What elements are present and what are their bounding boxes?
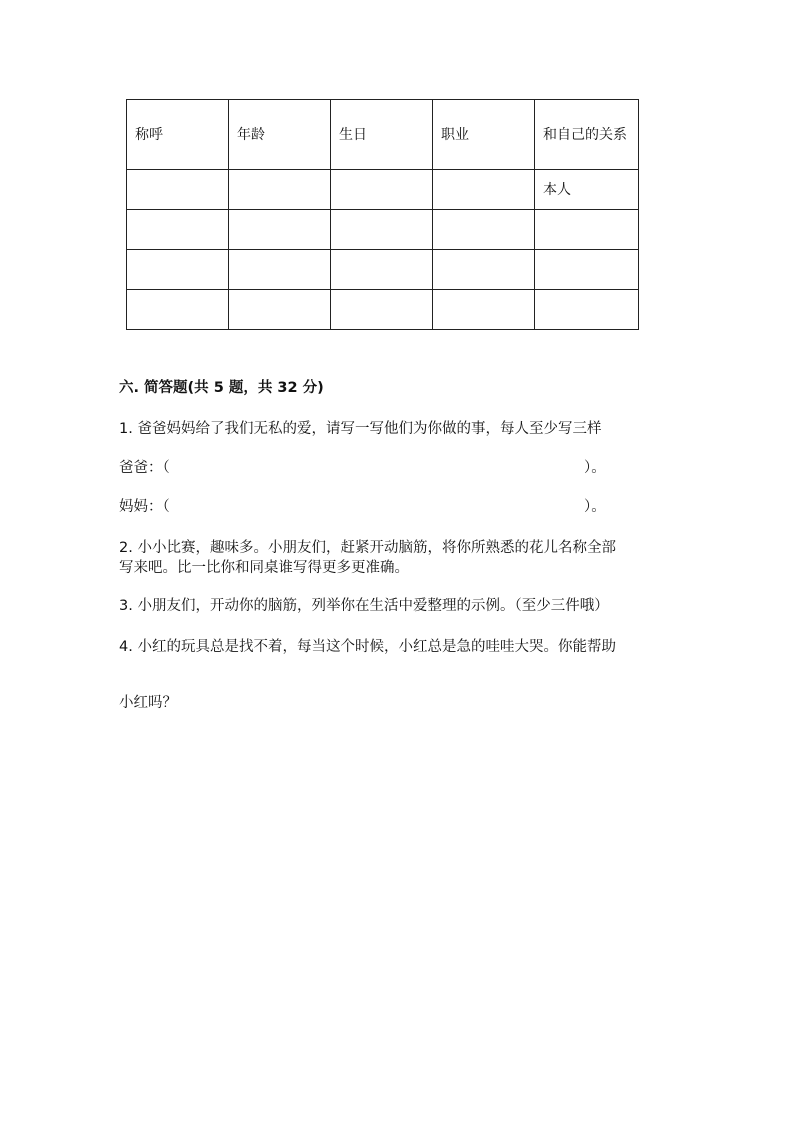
cell	[331, 210, 433, 250]
question-3: 3. 小朋友们，开动你的脑筋，列举你在生活中爱整理的示例。（至少三件哦）	[119, 598, 609, 614]
question-2-line1: 2. 小小比赛，趣味多。小朋友们，赶紧开动脑筋，将你所熟悉的花儿名称全部	[119, 540, 616, 556]
question-2-line2: 写来吧。比一比你和同桌谁写得更多更准确。	[119, 560, 409, 576]
cell	[535, 210, 639, 250]
cell	[433, 210, 535, 250]
cell: 本人	[535, 170, 639, 210]
cell	[331, 250, 433, 290]
cell	[127, 290, 229, 330]
cell	[433, 290, 535, 330]
dad-close: ）。	[584, 460, 606, 476]
family-table	[126, 99, 639, 330]
cell	[535, 290, 639, 330]
mom-close: ）。	[584, 499, 606, 515]
dad-label: 爸爸：（	[119, 460, 170, 476]
question-1: 1. 爸爸妈妈给了我们无私的爱，请写一写他们为你做的事，每人至少写三样	[119, 421, 602, 437]
table-header-row	[127, 100, 639, 170]
header-cell: 生日	[331, 100, 433, 170]
section-title: 六. 简答题(共 5 题，共 32 分)	[119, 380, 324, 396]
mom-label: 妈妈：（	[119, 499, 170, 515]
question-4-line2: 小红吗？	[119, 695, 177, 711]
cell	[127, 170, 229, 210]
header-cell: 职业	[433, 100, 535, 170]
table-row	[127, 210, 639, 250]
cell	[535, 250, 639, 290]
cell	[127, 210, 229, 250]
cell	[127, 250, 229, 290]
cell	[433, 250, 535, 290]
question-4-line1: 4. 小红的玩具总是找不着，每当这个时候，小红总是急的哇哇大哭。你能帮助	[119, 639, 616, 655]
table-row	[127, 290, 639, 330]
header-cell: 称呼	[127, 100, 229, 170]
cell	[229, 210, 331, 250]
header-cell: 和自己的关系	[535, 100, 639, 170]
header-cell: 年龄	[229, 100, 331, 170]
cell	[433, 170, 535, 210]
cell	[229, 250, 331, 290]
cell	[229, 170, 331, 210]
cell	[331, 170, 433, 210]
table-row	[127, 250, 639, 290]
cell	[229, 290, 331, 330]
cell	[331, 290, 433, 330]
table-row	[127, 170, 639, 210]
